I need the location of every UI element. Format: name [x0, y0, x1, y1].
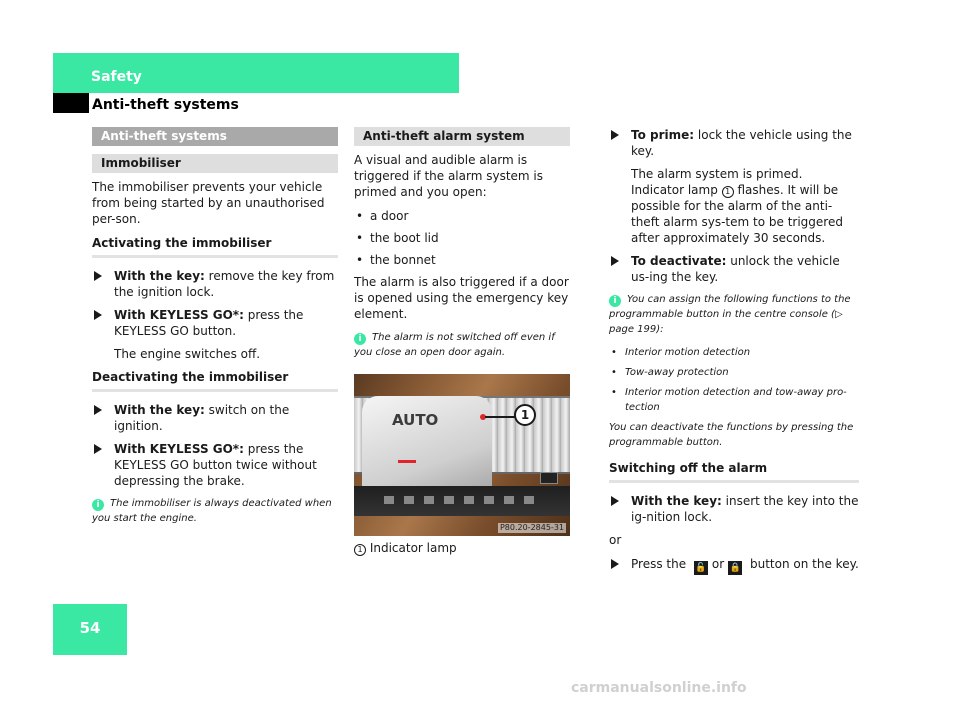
step-deactivate-keyless: With KEYLESS GO*: press the KEYLESS GO button twice without depressing the brake.: [92, 441, 338, 489]
arrow-icon: [611, 496, 619, 506]
photo-caption: 1 Indicator lamp: [354, 540, 570, 556]
subsection-bar-immobiliser: Immobiliser: [92, 154, 338, 173]
list-item: • Interior motion detection: [611, 347, 751, 358]
page-number: 54: [79, 619, 101, 637]
alarm-intro: A visual and audible alarm is triggered if the alarm system is primed and you open:: [354, 153, 544, 199]
note-programmable-button: i You can assign the following functions to the programmable button in the centre console (▷ page 199):: [609, 294, 851, 335]
page-ref-icon: ▷: [834, 309, 843, 320]
note-alarm: i The alarm is not switched off even if you close an open door again.: [354, 332, 555, 358]
info-icon: i: [354, 333, 366, 345]
step-prime: To prime: lock the vehicle using the key.: [609, 127, 859, 159]
arrow-icon: [611, 559, 619, 569]
arrow-icon: [611, 130, 619, 140]
section-bar-anti-theft: Anti-theft systems: [92, 127, 338, 146]
circled-number: 1: [354, 544, 366, 556]
step-deactivate-alarm: To deactivate: unlock the vehicle us-ing the key.: [609, 253, 859, 285]
red-marker: [398, 460, 416, 463]
or-text: or: [609, 533, 622, 547]
section-bar-alarm: Anti-theft alarm system: [354, 127, 570, 146]
circled-number: 1: [722, 186, 734, 198]
unlock-icon: 🔓: [695, 563, 707, 573]
step-prime-result: The alarm system is primed. Indicator lamp 1 flashes. It will be possible for the alarm of the anti-theft alarm sys-tem to be triggered after approximately 30 seconds.: [631, 167, 843, 245]
step-switch-off-key: With the key: insert the key into the ig-nition lock.: [609, 493, 859, 525]
auto-button-label: AUTO: [392, 411, 439, 429]
list-item: • a door: [356, 209, 409, 223]
chapter-title: Anti-theft systems: [92, 97, 239, 113]
alarm-emergency-key: The alarm is also triggered if a door is opened using the emergency key element.: [354, 275, 569, 321]
step-deactivate-key: With the key: switch on the ignition.: [92, 402, 338, 434]
arrow-icon: [94, 405, 102, 415]
arrow-icon: [94, 310, 102, 320]
button-row: [384, 496, 534, 504]
column-middle: [354, 127, 570, 556]
watermark: carmanualsonline.info: [571, 680, 747, 696]
list-item: • the boot lid: [356, 231, 439, 245]
arrow-icon: [94, 271, 102, 281]
callout-line: [485, 416, 515, 418]
heading-activating: Activating the immobiliser: [92, 235, 338, 258]
arrow-icon: [611, 256, 619, 266]
step-switch-off-button: Press the 🔓 or 🔒 button on the key.: [609, 556, 859, 575]
immobiliser-intro: The immobiliser prevents your vehicle from being started by an unauthorised per-son.: [92, 180, 325, 226]
arrow-icon: [94, 444, 102, 454]
note-deactivate-functions: You can deactivate the functions by pressing the programmable button.: [609, 422, 854, 448]
list-item: • Interior motion detection and tow-away pro-tection: [611, 387, 847, 413]
photo-code: P80.20-2845-31: [499, 523, 564, 532]
column-right: [609, 127, 859, 582]
info-icon: i: [609, 295, 621, 307]
list-item: • Tow-away protection: [611, 367, 729, 378]
step-activate-key: With the key: remove the key from the ignition lock.: [92, 268, 338, 300]
heading-switching-off: Switching off the alarm: [609, 460, 859, 483]
chapter-marker: [53, 93, 89, 113]
heading-deactivating: Deactivating the immobiliser: [92, 369, 338, 392]
callout-number: 1: [514, 404, 536, 426]
step-activate-result: The engine switches off.: [114, 347, 261, 361]
lock-icon: 🔒: [729, 563, 741, 573]
list-item: • the bonnet: [356, 253, 436, 267]
column-left: [92, 127, 338, 534]
door-panel-photo: [354, 374, 570, 536]
info-icon: i: [92, 499, 104, 511]
side-button: [540, 472, 558, 484]
step-activate-keyless: With KEYLESS GO*: press the KEYLESS GO button.: [92, 307, 338, 339]
note-immobiliser: i The immobiliser is always deactivated when you start the engine.: [92, 498, 332, 524]
section-title: Safety: [91, 69, 142, 85]
